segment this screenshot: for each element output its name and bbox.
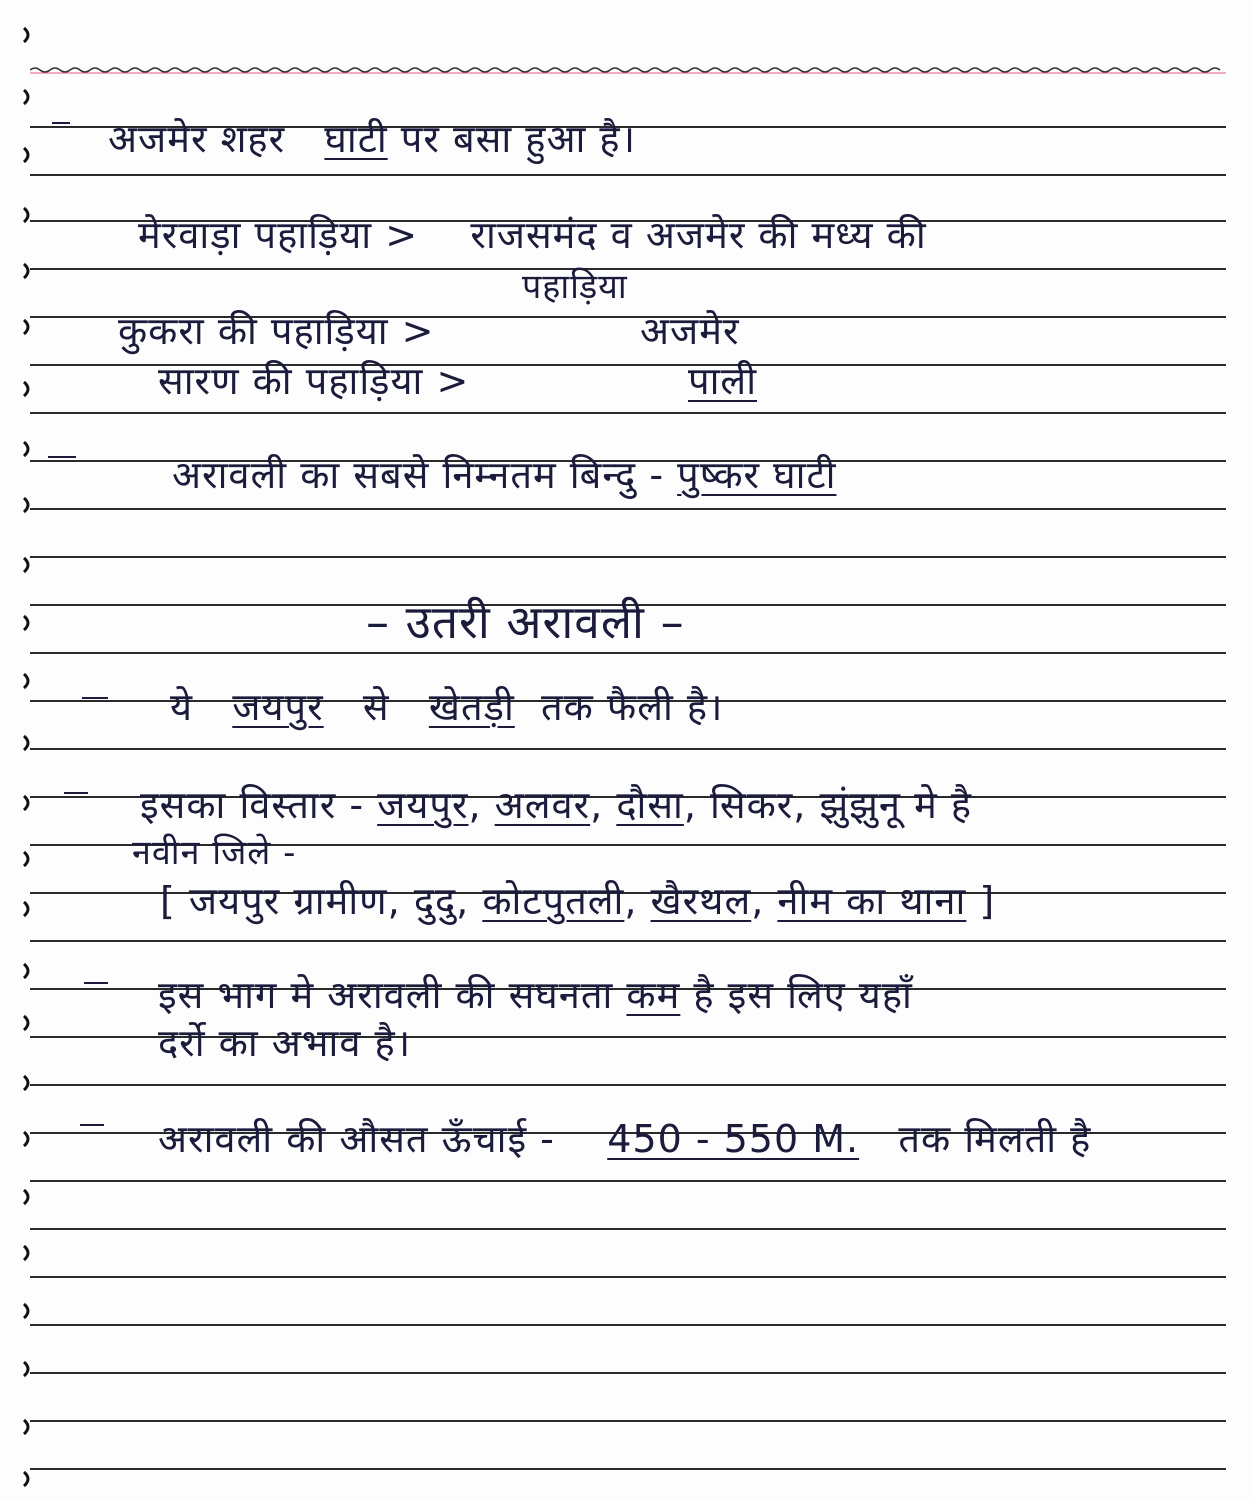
- binder-hole: [22, 1074, 34, 1092]
- binder-hole: [22, 1302, 34, 1320]
- binder-hole: [22, 962, 34, 980]
- margin-dash: [84, 982, 108, 984]
- note-line-4-b: पाली: [688, 359, 758, 403]
- rule-line: [30, 1084, 1226, 1086]
- note-line-7: [140, 778, 972, 830]
- binder-hole: [22, 672, 34, 690]
- note-line-7-g: , सिकर, झुंझुनू मे है: [683, 783, 973, 827]
- section-heading: – उतरी अरावली –: [366, 595, 685, 649]
- note-line-5-b: पुष्कर घाटी: [677, 453, 837, 497]
- note-line-6-d: खेतड़ी: [428, 685, 515, 729]
- note-line-9-g: ]: [966, 879, 996, 923]
- note-line-1: [108, 112, 636, 164]
- rule-line: [30, 556, 1226, 558]
- note-line-9: [160, 874, 995, 926]
- note-line-7-a: इसका विस्तार -: [140, 783, 378, 827]
- binder-hole: [22, 262, 34, 280]
- binder-hole: [22, 1360, 34, 1378]
- rule-line: [30, 1276, 1226, 1278]
- note-line-10-c: है इस लिए यहाँ: [680, 973, 913, 1017]
- note-line-1-c: पर बसा हुआ है।: [400, 117, 636, 161]
- binder-hole: [22, 1188, 34, 1206]
- note-line-6-b: जयपुर: [232, 685, 324, 729]
- note-line-6-e: तक फैली है।: [540, 685, 724, 729]
- note-line-10-a: इस भाग मे अरावली की सघनता: [158, 973, 627, 1017]
- rule-line: [30, 1228, 1226, 1230]
- note-line-1-a: अजमेर शहर: [108, 117, 286, 161]
- note-line-12-a: अरावली की औसत ऊँचाई -: [158, 1117, 555, 1161]
- note-line-2b: पहाड़िया: [522, 267, 628, 307]
- rule-line: [30, 1468, 1226, 1470]
- binder-hole: [22, 88, 34, 106]
- binder-hole: [22, 900, 34, 918]
- margin-dash: [52, 122, 70, 124]
- binder-hole: [22, 1130, 34, 1148]
- note-line-9-e: ,: [751, 879, 778, 923]
- note-line-10-b: कम: [626, 973, 681, 1017]
- note-line-6-c: से: [362, 685, 390, 729]
- note-line-10: [158, 968, 913, 1020]
- note-line-8: नवीन जिले -: [132, 833, 297, 873]
- note-line-12: [158, 1112, 1091, 1164]
- note-line-9-a: [ जयपुर ग्रामीण, दुदु,: [160, 879, 483, 923]
- rule-line: [30, 748, 1226, 750]
- rule-line: [30, 174, 1226, 176]
- margin-dash: [64, 792, 88, 794]
- binder-hole: [22, 1418, 34, 1436]
- note-line-9-b: कोटपुतली: [482, 879, 625, 923]
- note-line-3-a: कुकरा की पहाड़िया >: [118, 309, 435, 353]
- note-line-11: दर्रो का अभाव है।: [158, 1021, 412, 1065]
- note-line-2-a: मेरवाड़ा पहाड़िया >: [138, 213, 419, 257]
- note-line-9-f: नीम का थाना: [777, 879, 967, 923]
- margin-dash: [80, 1124, 104, 1126]
- note-line-7-e: ,: [590, 783, 617, 827]
- note-line-6-a: ये: [170, 685, 194, 729]
- margin-dash: [48, 456, 76, 458]
- binder-hole: [22, 1014, 34, 1032]
- margin-dash: [82, 697, 108, 699]
- note-line-1-b: घाटी: [324, 117, 388, 161]
- binder-hole: [22, 556, 34, 574]
- binder-hole: [22, 496, 34, 514]
- rule-line: [30, 1180, 1226, 1182]
- note-line-12-b: 450 - 550 M.: [607, 1117, 860, 1161]
- note-line-9-c: ,: [624, 879, 651, 923]
- note-line-12-c: तक मिलती है: [898, 1117, 1092, 1161]
- rule-line: [30, 652, 1226, 654]
- note-line-7-c: ,: [468, 783, 495, 827]
- note-line-4-a: सारण की पहाड़िया >: [158, 359, 470, 403]
- binder-hole: [22, 440, 34, 458]
- binder-hole: [22, 850, 34, 868]
- binder-hole: [22, 614, 34, 632]
- note-line-9-d: खैरथल: [650, 879, 752, 923]
- note-line-4: [158, 354, 469, 406]
- note-line-7-b: जयपुर: [377, 783, 469, 827]
- note-line-7-d: अलवर: [494, 783, 591, 827]
- note-line-5-a: अरावली का सबसे निम्नतम बिन्दु -: [172, 453, 665, 497]
- note-line-6: [170, 680, 723, 732]
- binder-hole: [22, 26, 34, 44]
- rule-line: [30, 508, 1226, 510]
- note-line-7-f: दौसा: [616, 783, 684, 827]
- rule-line: [30, 940, 1226, 942]
- binder-hole: [22, 380, 34, 398]
- rule-line: [30, 1324, 1226, 1326]
- binder-hole: [22, 146, 34, 164]
- note-line-3-b: अजमेर: [640, 309, 740, 353]
- note-line-5: [172, 448, 836, 500]
- note-line-3: [118, 304, 435, 356]
- note-line-2: [138, 208, 927, 260]
- rule-line: [30, 268, 1226, 270]
- header-rule: [30, 66, 1226, 74]
- rule-line: [30, 412, 1226, 414]
- binder-hole: [22, 1244, 34, 1262]
- rule-line: [30, 1372, 1226, 1374]
- rule-line: [30, 1420, 1226, 1422]
- binder-hole: [22, 734, 34, 752]
- binder-hole: [22, 318, 34, 336]
- binder-hole: [22, 1470, 34, 1488]
- note-line-2-b: राजसमंद व अजमेर की मध्य की: [470, 213, 927, 257]
- binder-hole: [22, 794, 34, 812]
- binder-hole: [22, 206, 34, 224]
